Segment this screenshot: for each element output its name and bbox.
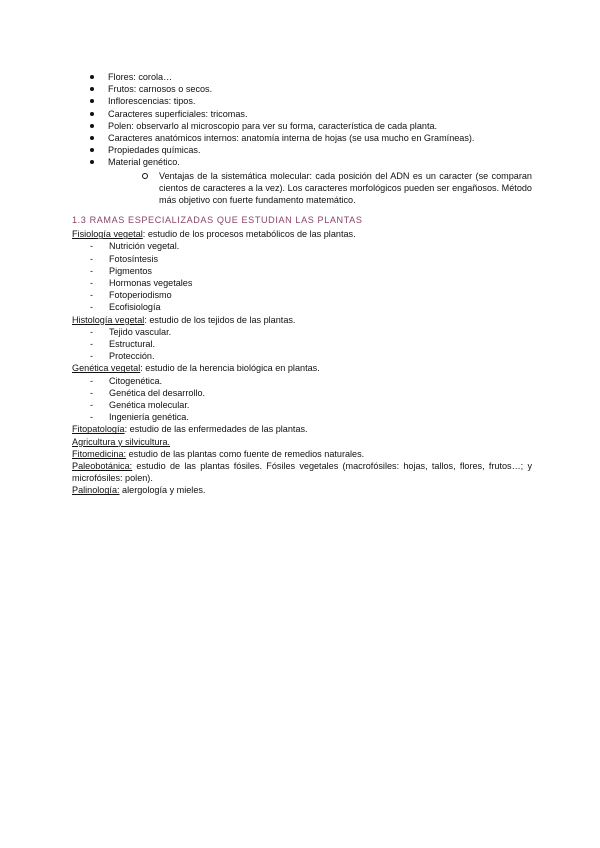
term-agricultura: Agricultura y silvicultura. [72,436,171,447]
palinologia-line [72,484,532,496]
bullet-dot-icon [90,160,94,164]
dash-icon: - [90,351,94,362]
list-item [72,120,532,132]
bullet-dot-icon [90,148,94,152]
def-histologia: : estudio de los tejidos de las plantas. [144,314,296,325]
dash-icon: - [90,290,94,301]
hollow-bullet-icon [142,173,148,179]
section-heading: 1.3 RAMAS ESPECIALIZADAS QUE ESTUDIAN LAS PLANTAS [72,215,363,225]
list-item-text: Estructural. [109,339,155,350]
term-genetica: Genética vegetal [72,363,141,374]
list-item [72,144,532,156]
bullet-dot-icon [90,75,94,79]
dash-icon: - [90,375,94,386]
dash-icon: - [90,278,94,289]
list-item [72,71,532,83]
list-item-text: Ecofisiología [109,302,161,313]
list-item [72,387,532,399]
fitomedicina-line [72,448,532,460]
term-fitomedicina: Fitomedicina: [72,448,127,459]
sub-list-item [72,170,532,207]
list-item-text: Tejido vascular. [109,326,172,337]
term-fisiologia: Fisiología vegetal [72,229,143,240]
list-item [72,399,532,411]
def-fisiologia: : estudio de los procesos metabólicos de las plantas. [142,229,356,240]
list-item [72,265,532,277]
list-item-text: Hormonas vegetales [109,278,193,289]
list-item [72,95,532,107]
list-item [72,375,532,387]
term-fitopatologia: Fitopatología [72,424,125,435]
def-genetica: : estudio de la herencia biológica en plantas. [140,363,320,374]
def-fitomedicina: estudio de las plantas como fuente de remedios naturales. [126,448,365,459]
list-item-text: Caracteres anatómicos internos: anatomía interna de hojas (se usa mucho en Gramíneas). [108,133,475,144]
bullet-dot-icon [90,99,94,103]
list-item [72,301,532,313]
dash-icon: - [90,265,94,276]
dash-icon: - [90,387,94,398]
list-item-text: Fotoperiodismo [109,290,172,301]
dash-icon: - [90,326,94,337]
list-item-text: Flores: corola… [108,72,173,82]
list-item [72,338,532,350]
dash-icon: - [90,400,94,411]
list-item-text: Genética molecular. [109,400,190,411]
def-paleobotanica: estudio de las plantas fósiles. Fósiles vegetales (macrofósiles: hojas, tallos, flores, frutos…; y microfósiles: polen). [72,461,532,484]
histologia-line [72,314,532,326]
list-item [72,289,532,301]
agricultura-line [72,436,532,448]
list-item-text: Material genético. [108,157,180,168]
dash-icon: - [90,241,94,252]
term-histologia: Histología vegetal [72,314,145,325]
genetica-line [72,362,532,374]
bullet-dot-icon [90,136,94,140]
term-paleobotanica: Paleobotánica: [72,461,133,472]
characters-bullet-list [72,71,532,206]
list-item [72,350,532,362]
dash-icon: - [90,253,94,264]
list-item-text: Genética del desarrollo. [109,387,206,398]
sub-list-item-text: Ventajas de la sistemática molecular: cada posición del ADN es un caracter (se comparan cientos de caracteres a la vez). Los caracteres morfológicos pueden ser engañosos. Método más objetivo con fuerte fundamento matemático. [159,170,532,206]
list-item [72,411,532,423]
list-item-text: Polen: observarlo al microscopio para ver su forma, característica de cada planta. [108,120,438,131]
genetica-list [72,375,532,424]
list-item [72,132,532,144]
list-item-text: Fotosíntesis [109,253,159,264]
def-fitopatologia: : estudio de las enfermedades de las plantas. [124,424,308,435]
list-item-text: Ingeniería genética. [109,412,189,423]
list-item-text: Nutrición vegetal. [109,241,180,252]
histologia-list [72,326,532,363]
list-item-text: Frutos: carnosos o secos. [108,84,213,95]
list-item-text: Propiedades químicas. [108,145,201,156]
fisiologia-line [72,228,532,240]
list-item [72,253,532,265]
list-item [72,240,532,252]
list-item-text: Protección. [109,351,155,362]
list-item-text: Inflorescencias: tipos. [108,96,196,107]
def-palinologia: alergología y mieles. [119,485,206,496]
bullet-dot-icon [90,124,94,128]
fisiologia-list [72,240,532,313]
fitopatologia-line [72,423,532,435]
paleobotanica-line [72,460,532,484]
dash-icon: - [90,339,94,350]
list-item-text: Pigmentos [109,265,152,276]
dash-icon: - [90,412,94,423]
list-item-text: Citogenética. [109,375,163,386]
list-item [72,108,532,120]
list-item [72,83,532,95]
list-item [72,277,532,289]
list-item-text: Caracteres superficiales: tricomas. [108,108,248,119]
list-item [72,326,532,338]
bullet-dot-icon [90,87,94,91]
list-item [72,156,532,206]
dash-icon: - [90,302,94,313]
bullet-dot-icon [90,112,94,116]
term-palinologia: Palinología: [72,485,120,496]
section-ramas [72,214,532,497]
